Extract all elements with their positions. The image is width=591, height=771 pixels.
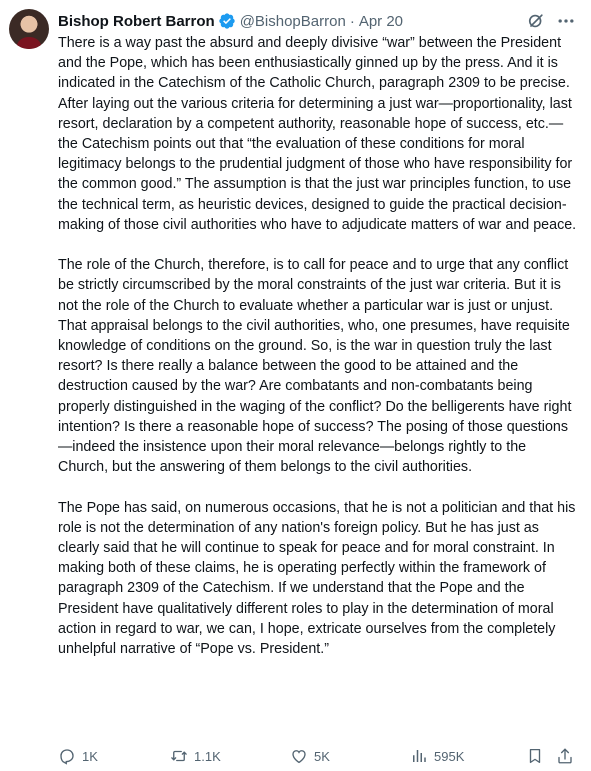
repost-count: 1.1K bbox=[194, 748, 221, 764]
bookmark-button[interactable] bbox=[526, 747, 550, 765]
tweet-paragraph: There is a way past the absurd and deeply divisive “war” between the President and the Pope, which has been enthusiastically ginned up by the press. And it is indicated in the Catechism of the Catholic Church, paragraph 2309 to be precise. After laying out the various criteria for determining a just war—proportionality, last resort, declaration by a competent authority, reasonable hope of success, etc.—the Catechism points out that “the evaluation of these conditions for moral legitimacy belongs to the prudential judgment of those who have responsibility for the common good.” The assumption is that the just war principles function, to use the technical term, as heuristic devices, designed to guide the practical decision-making of those civil authorities who have to adjudicate matters of war and peace. bbox=[58, 35, 577, 233]
repost-button[interactable] bbox=[170, 747, 221, 765]
repost-icon bbox=[170, 747, 188, 765]
tweet-header bbox=[58, 10, 577, 32]
tweet-paragraph: The role of the Church, therefore, is to call for peace and to urge that any conflict be strictly circumscribed by the moral constraints of the just war criteria. But it is not the role of the Church to evaluate whether a particular war is just or unjust. That appraisal belongs to the civil authorities, who, one presumes, have requisite knowledge of conditions on the ground. So, is the war in question truly the last resort? Is there really a balance between the good to be attained and the destruction caused by the war? Are combatants and non-combatants being properly distinguished in the waging of the conflict? Do the belligerents have right intention? Is there a reasonable hope of success? The posing of those questions—indeed the insistence upon their moral relevance—belongs rightly to the Church, but the answering of them belongs to the civil authorities. bbox=[58, 257, 572, 476]
tweet-actions bbox=[58, 745, 579, 767]
tweet-date[interactable]: Apr 20 bbox=[358, 12, 404, 30]
author-name[interactable]: Bishop Robert Barron bbox=[58, 12, 215, 30]
more-options-icon[interactable] bbox=[555, 10, 577, 32]
reply-button[interactable] bbox=[58, 747, 98, 765]
views-icon bbox=[410, 747, 428, 765]
bookmark-icon bbox=[526, 747, 544, 765]
grok-icon[interactable] bbox=[525, 10, 547, 32]
tweet-paragraph: The Pope has said, on numerous occasions, that he is not a politician and that his role is not the determination of any nation's foreign policy. But he has just as clearly said that he will continue to speak for peace and for moral constraint. In making both of these claims, he is operating perfectly within the framework of paragraph 2309 of the Catechism. If we understand that the Pope and the President have qualitatively different roles to play in the determination of moral action in regard to war, we can, I hope, extricate ourselves from the completely unhelpful narrative of “Pope vs. President.” bbox=[58, 499, 576, 658]
views-count: 595K bbox=[434, 748, 465, 764]
reply-icon bbox=[58, 747, 76, 765]
like-count: 5K bbox=[314, 748, 330, 764]
heart-icon bbox=[290, 747, 308, 765]
avatar[interactable] bbox=[9, 9, 49, 49]
verified-badge-icon[interactable] bbox=[218, 12, 236, 30]
share-button[interactable] bbox=[556, 747, 580, 765]
tweet-text bbox=[58, 33, 580, 659]
reply-count: 1K bbox=[82, 748, 98, 764]
like-button[interactable] bbox=[290, 747, 330, 765]
separator-dot: · bbox=[349, 12, 355, 30]
author-handle[interactable]: @BishopBarron bbox=[239, 12, 346, 30]
share-icon bbox=[556, 747, 574, 765]
views-button[interactable] bbox=[410, 747, 464, 765]
